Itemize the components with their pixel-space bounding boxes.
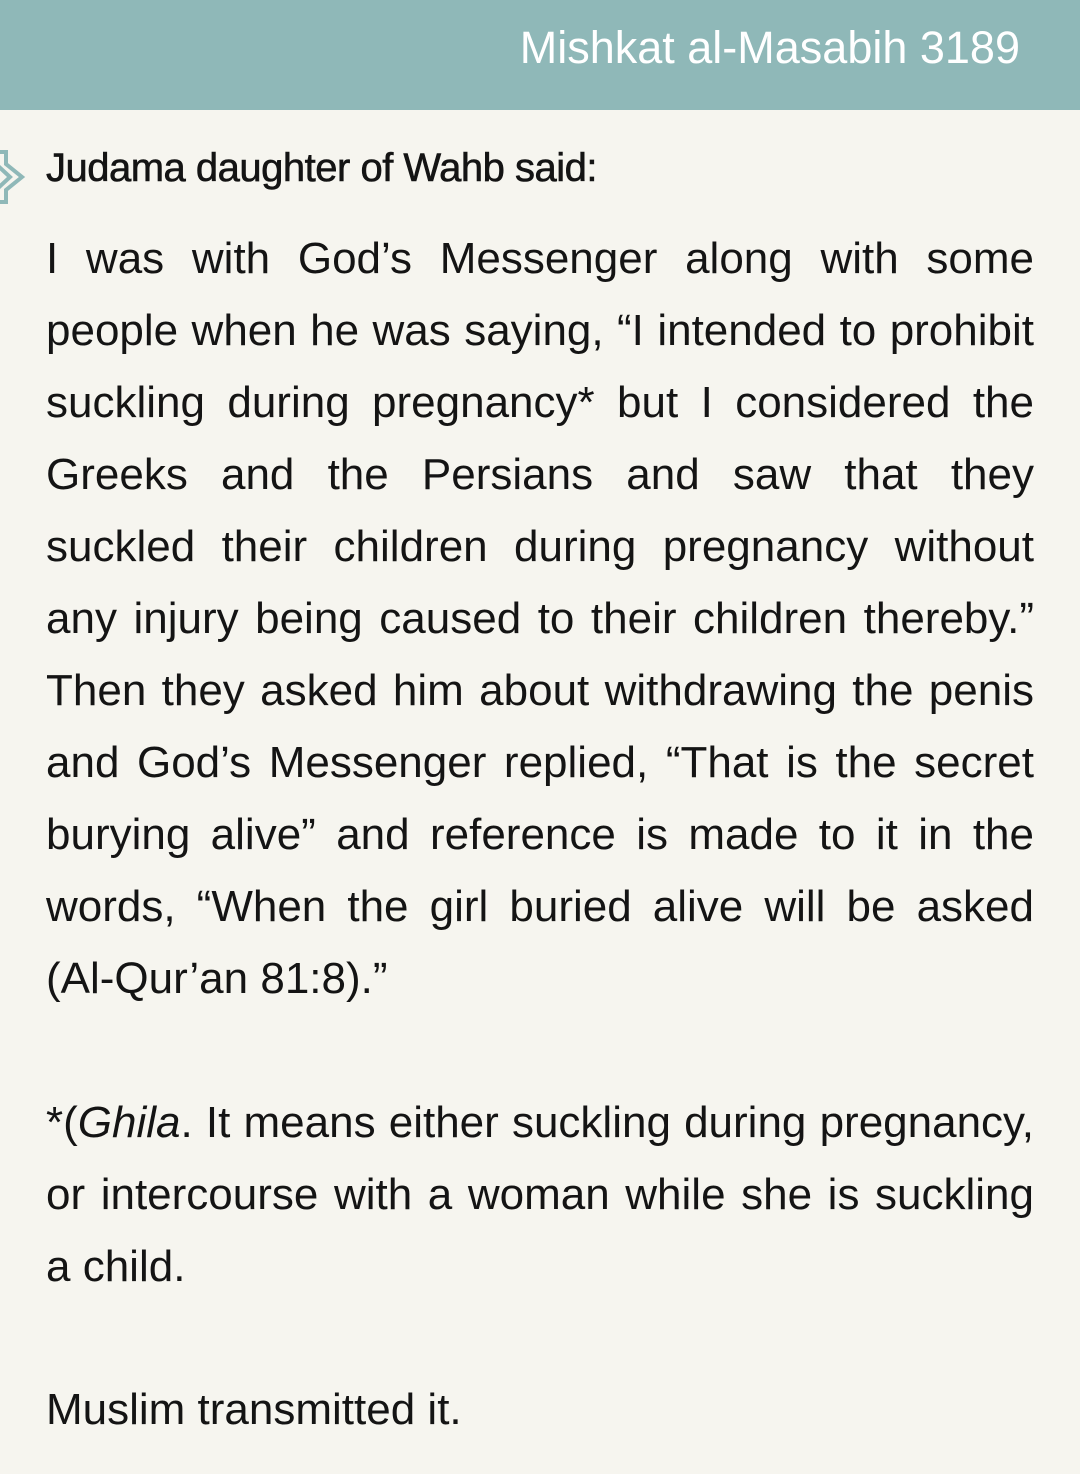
- source-note: Muslim transmitted it.: [46, 1385, 462, 1434]
- ornament-icon: [0, 148, 28, 206]
- hadith-text: I was with God’s Messenger along with some people when he was saying, “I intended to prohibit suckling during pregnancy* but I considered the Greeks and the Persians and saw that they suckled their children during pregnancy without any injury being caused to their children thereby.” Then they asked him about withdrawing the penis and God’s Messenger replied, “That is the secret burying alive” and reference is made to it in the words, “When the girl buried alive will be asked (Al-Qur’an 81:8).”: [46, 234, 1034, 1003]
- page-title: Mishkat al-Masabih 3189: [519, 22, 1020, 73]
- footnote-term: Ghila: [77, 1098, 181, 1147]
- narrator-heading: Judama daughter of Wahb said:: [46, 146, 598, 190]
- footnote: [46, 1087, 1034, 1303]
- footnote-prefix: *(: [46, 1098, 78, 1147]
- header-bar: [0, 0, 1080, 110]
- footnote-text: . It means either suckling during pregnancy, or intercourse with a woman while she is suckling a child.: [46, 1098, 1034, 1291]
- narrator-row: [0, 138, 1080, 198]
